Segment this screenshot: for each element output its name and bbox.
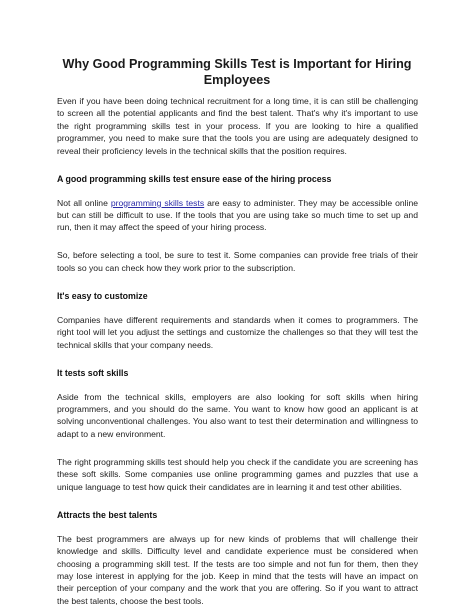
document-title: Why Good Programming Skills Test is Important for Hiring Employees: [62, 57, 412, 87]
section-soft-skills-paragraph-2: The right programming skills test should help you check if the candidate you are screening has these soft skills. Some companies use online programming games and puzzles that use a unique language to test how quick their candidates are in learning it and test other abilities.: [57, 456, 418, 492]
section-heading-soft-skills: It tests soft skills: [57, 367, 129, 378]
section-ease-paragraph-2: So, before selecting a tool, be sure to test it. Some companies can provide free trials of their tools so you can check how they work prior to the subscription.: [57, 250, 418, 273]
programming-skills-tests-link[interactable]: programming skills tests: [110, 197, 205, 208]
text-span: are easy to administer. They may be accessible online but can still be difficult to use. If the tools that you are using take so much time to set up and run, then it may affect the speed of your hiring process.: [57, 197, 419, 233]
section-heading-ease: A good programming skills test ensure ease of the hiring process: [57, 173, 332, 184]
section-heading-customize: It's easy to customize: [57, 290, 148, 301]
section-customize-paragraph: Companies have different requirements and standards when it comes to programmers. The right tool will let you adjust the settings and customize the challenges so that they will test the technical skills that your company needs.: [57, 314, 418, 350]
intro-paragraph: Even if you have been doing technical recruitment for a long time, it is can still be challenging to screen all the potential applicants and find the best talent. That's why it's important to use the right programming skills test in your process. If you are looking to hire a qualified programmer, you need to make sure that the tools you are using are adequately designed to reveal their proficiency levels in the technical skills that the position requires.: [57, 96, 418, 156]
section-soft-skills-paragraph-1: Aside from the technical skills, employers are also looking for soft skills when hiring programmers, and you should do the same. You want to know how good an applicant is at solving unconventional challenges. You also want to test their determination and willingness to adapt to a new environment.: [57, 391, 418, 439]
document-body: [57, 95, 418, 607]
text-span: Not all online: [57, 197, 111, 208]
section-heading-talents: Attracts the best talents: [57, 509, 158, 520]
section-talents-paragraph: The best programmers are always up for new kinds of problems that will challenge their knowledge and skills. Difficulty level and candidate experience must be considered when choosing a programming skill test. If the tests are too simple and not fun for them, then they may lose interest in applying for the job. Keep in mind that the tests will have an impact on their perception of your company and the work that you are offering. So if you want to attract the best talents, choose the best tools.: [57, 533, 418, 606]
section-ease-paragraph-1: [57, 197, 418, 234]
